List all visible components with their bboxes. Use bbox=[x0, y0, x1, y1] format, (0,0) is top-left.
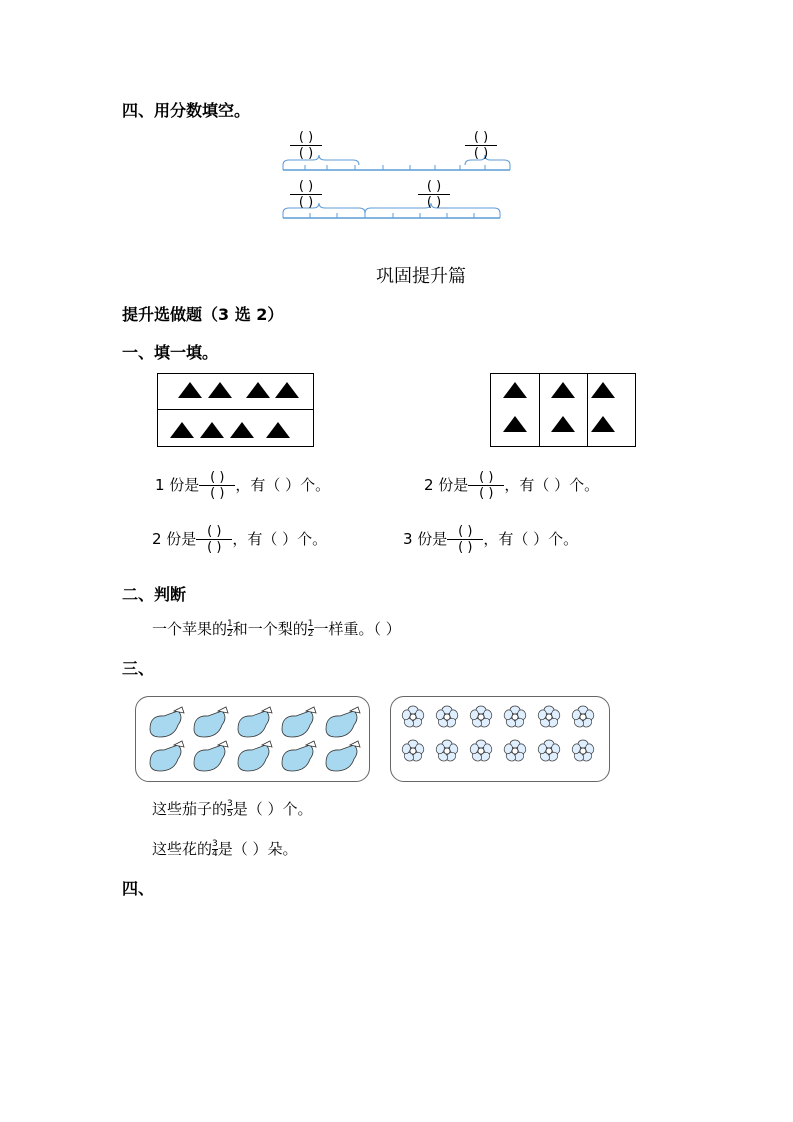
flower-icon bbox=[435, 706, 459, 729]
flower-icon bbox=[571, 740, 595, 763]
section-title: 四、用分数填空。 bbox=[122, 101, 251, 120]
blank-fraction[interactable]: ( ) ( ) bbox=[290, 180, 322, 209]
eggplant-icon bbox=[194, 707, 228, 737]
choose-title: 提升选做题（3 选 2） bbox=[122, 305, 284, 324]
blank-fraction[interactable]: $\frac{( )}{( )}$ bbox=[468, 471, 504, 500]
fraction: $\frac{1}{2}$ bbox=[307, 619, 314, 639]
flower-group bbox=[391, 697, 609, 781]
fraction: $\frac{1}{2}$ bbox=[227, 619, 233, 639]
flower-icon bbox=[537, 706, 561, 729]
flower-icon bbox=[503, 706, 527, 729]
blank-fraction[interactable]: ( ) ( ) bbox=[290, 131, 322, 160]
blank-fraction[interactable]: $\frac{( )}{( )}$ bbox=[447, 525, 483, 554]
eggplant-icon bbox=[326, 707, 360, 737]
flower-icon bbox=[469, 706, 493, 729]
triangle-icon bbox=[503, 416, 527, 432]
eggplant-box bbox=[135, 696, 370, 782]
triangle-icon bbox=[591, 382, 615, 398]
q3-line-1: 这些茄子的$\frac{3}{5}$是（ ）个。 bbox=[152, 799, 313, 819]
blank-fraction[interactable]: ( ) ( ) bbox=[465, 131, 497, 160]
blank-fraction[interactable]: $\frac{( )}{( )}$ bbox=[199, 471, 235, 500]
triangle-icon bbox=[591, 416, 615, 432]
flower-icon bbox=[401, 706, 425, 729]
triangle-icon bbox=[208, 382, 232, 398]
triangle-icon bbox=[551, 416, 575, 432]
triangle-grid-right bbox=[490, 373, 636, 447]
page-subtitle: 巩固提升篇 bbox=[376, 266, 466, 287]
eggplant-icon bbox=[238, 741, 272, 771]
triangle-icon bbox=[266, 422, 290, 438]
fill-item: 1 份是 $\frac{( )}{( )}$ ，有（ ）个。 bbox=[155, 470, 331, 501]
blank-fraction[interactable]: ( ) ( ) bbox=[418, 180, 450, 209]
fraction: $\frac{3}{5}$ bbox=[227, 799, 233, 819]
eggplant-icon bbox=[282, 741, 316, 771]
flower-icon bbox=[571, 706, 595, 729]
triangle-icon bbox=[170, 422, 194, 438]
flower-box bbox=[390, 696, 610, 782]
flower-icon bbox=[503, 740, 527, 763]
blank-fraction[interactable]: $\frac{( )}{( )}$ bbox=[196, 525, 232, 554]
eggplant-icon bbox=[150, 707, 184, 737]
triangle-icon bbox=[200, 422, 224, 438]
eggplant-icon bbox=[194, 741, 228, 771]
question-2-title: 二、判断 bbox=[122, 585, 187, 604]
eggplant-icon bbox=[238, 707, 272, 737]
eggplant-group bbox=[136, 697, 369, 781]
triangle-icon bbox=[551, 382, 575, 398]
triangle-icon bbox=[178, 382, 202, 398]
triangle-grid-left bbox=[157, 373, 314, 447]
fill-item: 2 份是 $\frac{( )}{( )}$ ，有（ ）个。 bbox=[152, 524, 328, 555]
triangle-icon bbox=[275, 382, 299, 398]
fraction: $\frac{3}{4}$ bbox=[212, 839, 218, 859]
question-1-title: 一、填一填。 bbox=[122, 343, 219, 362]
flower-icon bbox=[537, 740, 561, 763]
eggplant-icon bbox=[150, 741, 184, 771]
fill-item: 2 份是 $\frac{( )}{( )}$ ，有（ ）个。 bbox=[424, 470, 600, 501]
judge-statement: 一个苹果的$\frac{1}{2}$和一个梨的$\frac{1}{2}$一样重。（ ） bbox=[152, 619, 401, 639]
eggplant-icon bbox=[326, 741, 360, 771]
flower-icon bbox=[401, 740, 425, 763]
flower-icon bbox=[435, 740, 459, 763]
triangle-icon bbox=[503, 382, 527, 398]
question-4-title: 四、 bbox=[122, 879, 155, 898]
flower-icon bbox=[469, 740, 493, 763]
q3-line-2: 这些花的$\frac{3}{4}$是（ ）朵。 bbox=[152, 839, 298, 859]
fill-item: 3 份是 $\frac{( )}{( )}$ ，有（ ）个。 bbox=[403, 524, 579, 555]
triangle-icon bbox=[246, 382, 270, 398]
question-3-title: 三、 bbox=[122, 659, 155, 678]
triangle-icon bbox=[230, 422, 254, 438]
eggplant-icon bbox=[282, 707, 316, 737]
